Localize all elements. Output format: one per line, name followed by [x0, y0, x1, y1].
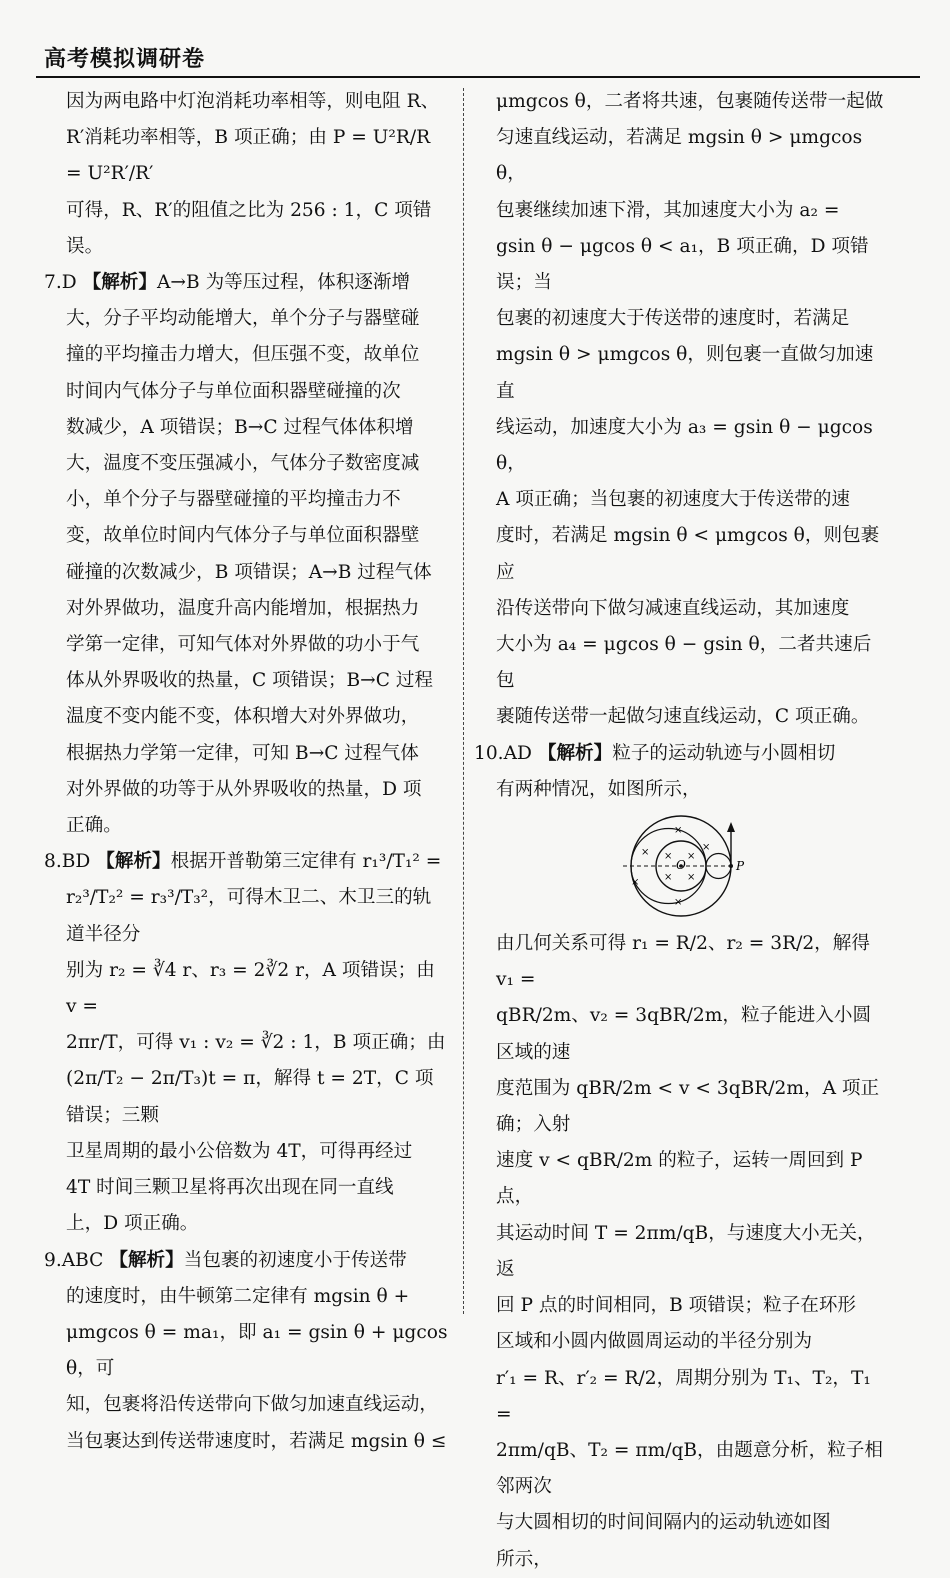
- text-line: qBR/2m、v₂ = 3qBR/2m，粒子能进入小圆区域的速: [496, 1005, 872, 1063]
- analysis-tag: 【解析】: [109, 1249, 184, 1271]
- text-line: 数减少，A 项错误；B→C 过程气体体积增: [66, 416, 414, 438]
- q9-continuation: [474, 84, 886, 736]
- text-line: 碰撞的次数减少，B 项错误；A→B 过程气体: [66, 561, 432, 583]
- text-line: 包裹继续加速下滑，其加速度大小为 a₂ =: [496, 199, 840, 221]
- text-line: 体从外界吸收的热量，C 项错误；B→C 过程: [66, 670, 434, 692]
- text-line: 变，故单位时间内气体分子与单位面积器壁: [66, 525, 420, 547]
- field-mark: ×: [674, 897, 683, 909]
- text-line: mgsin θ > μmgcos θ，则包裹一直做匀加速直: [496, 344, 874, 402]
- text-line: 的速度时，由牛顿第二定律有 mgsin θ +: [66, 1285, 410, 1307]
- text-line: 度时，若满足 mgsin θ < μmgcos θ，则包裹应: [496, 525, 880, 583]
- text-line: 当包裹的初速度小于传送带: [183, 1249, 407, 1271]
- text-line: 2πm/qB、T₂ = πm/qB，由题意分析，粒子相邻两次: [496, 1439, 883, 1498]
- text-line: 当包裹达到传送带速度时，若满足 mgsin θ ≤: [66, 1430, 447, 1452]
- text-line: 沿传送带向下做匀减速直线运动，其加速度: [496, 597, 850, 619]
- text-line: 可得，R、R′的阻值之比为 256 : 1，C 项错误。: [66, 199, 432, 257]
- answer-first-line: [44, 1243, 448, 1279]
- text-line: 回 P 点的时间相同，B 项错误；粒子在环形: [496, 1295, 857, 1317]
- text-line: 速度 v < qBR/2m 的粒子，运转一周回到 P 点，: [496, 1150, 863, 1208]
- text-line: 对外界做的功等于从外界吸收的热量，D 项: [66, 778, 422, 800]
- field-mark: ×: [631, 877, 640, 889]
- analysis-tag: 【解析】: [82, 272, 157, 294]
- text-line: gsin θ − μgcos θ < a₁，B 项正确，D 项错误；当: [496, 235, 869, 294]
- answer-first-line: [44, 844, 448, 880]
- text-line: 度范围为 qBR/2m < v < 3qBR/2m，A 项正确；入射: [496, 1077, 880, 1136]
- answer-key: BD: [61, 851, 91, 873]
- text-line: R′消耗功率相等，B 项正确；由 P = U²R/R = U²R′/R′: [66, 127, 431, 185]
- text-line: 所示，: [496, 1548, 552, 1570]
- field-mark: ×: [702, 842, 711, 854]
- field-mark: ×: [687, 851, 696, 863]
- answer-item-7: [44, 265, 448, 844]
- field-mark: ×: [674, 825, 683, 837]
- answer-key: AD: [503, 742, 532, 764]
- text-line: 小，单个分子与器壁碰撞的平均撞击力不: [66, 489, 401, 511]
- text-line: 4T 时间三颗卫星将再次出现在同一直线: [66, 1177, 394, 1199]
- text-line: 裹随传送带一起做匀速直线运动，C 项正确。: [496, 706, 870, 728]
- arrow-head-icon: [727, 822, 735, 832]
- text-line: 温度不变内能不变，体积增大对外界做功，: [66, 706, 420, 728]
- answer-first-line: [474, 736, 886, 772]
- text-line: 由几何关系可得 r₁ = R/2、r₂ = 3R/2，解得 v₁ =: [496, 933, 870, 991]
- text-line: 2πr/T，可得 v₁ : v₂ = ∛2 : 1，B 项正确；由: [66, 1032, 446, 1054]
- answer-item-9: [44, 1243, 448, 1460]
- answer-item-8: [44, 844, 448, 1242]
- text-line: 因为两电路中灯泡消耗功率相等，则电阻 R、: [66, 91, 440, 112]
- column-divider: [463, 88, 464, 1314]
- trajectory-diagram: [619, 814, 769, 918]
- text-line: 匀速直线运动，若满足 mgsin θ > μmgcos θ，: [496, 127, 863, 185]
- answer-item-10: [474, 736, 886, 1578]
- field-mark: ×: [664, 851, 673, 863]
- text-line: 与大圆相切的时间间隔内的运动轨迹如图: [496, 1512, 831, 1534]
- field-mark: ×: [664, 872, 673, 884]
- text-line: 正确。: [66, 815, 122, 837]
- text-line: 撞的平均撞击力增大，但压强不变，故单位: [66, 344, 420, 366]
- text-line: 大，温度不变压强减小，气体分子数密度减: [66, 453, 420, 475]
- text-line: r₂³/T₂² = r₃³/T₃²，可得木卫二、木卫三的轨道半径分: [66, 887, 432, 945]
- analysis-tag: 【解析】: [96, 851, 171, 873]
- item-number: 9.: [44, 1249, 62, 1271]
- text-line: 有两种情况，如图所示，: [496, 778, 701, 800]
- text-line: 包裹的初速度大于传送带的速度时，若满足: [496, 308, 850, 330]
- text-line: 根据热力学第一定律，可知 B→C 过程气体: [66, 742, 419, 764]
- text-line: 大小为 a₄ = μgcos θ − gsin θ，二者共速后包: [496, 634, 872, 692]
- text-line: 卫星周期的最小公倍数为 4T，可得再经过: [66, 1140, 413, 1162]
- text-line: 其运动时间 T = 2πm/qB，与速度大小无关，返: [496, 1222, 876, 1280]
- text-line: (2π/T₂ − 2π/T₃)t = π，解得 t = 2T，C 项错误；三颗: [66, 1068, 434, 1126]
- answer-key: ABC: [61, 1249, 104, 1271]
- page-header-title: 高考模拟调研卷: [44, 47, 206, 72]
- text-line: 时间内气体分子与单位面积器壁碰撞的次: [66, 380, 401, 402]
- text-line: μmgcos θ，二者将共速，包裹随传送带一起做: [496, 91, 884, 112]
- answer-first-line: [44, 265, 448, 301]
- q6-continuation: [44, 84, 448, 265]
- text-line: 根据开普勒第三定律有 r₁³/T₁² =: [170, 851, 442, 873]
- right-column: [474, 84, 886, 1578]
- point-label: P: [736, 859, 745, 874]
- item-number: 8.: [44, 851, 62, 873]
- text-line: 别为 r₂ = ∛4 r、r₃ = 2∛2 r，A 项错误；由 v =: [66, 959, 435, 1018]
- text-line: 上，D 项正确。: [66, 1213, 199, 1235]
- center-label: O: [676, 858, 686, 873]
- field-mark: ×: [641, 847, 650, 859]
- text-line: 对外界做功，温度升高内能增加，根据热力: [66, 597, 420, 619]
- text-line: 区域和小圆内做圆周运动的半径分别为: [496, 1331, 813, 1353]
- field-mark: ×: [687, 872, 696, 884]
- text-line: μmgcos θ = ma₁，即 a₁ = gsin θ + μgcos θ，可: [66, 1321, 448, 1380]
- answer-key: D: [61, 272, 77, 294]
- trajectory-figure: [619, 814, 769, 918]
- text-line: A→B 为等压过程，体积逐渐增: [156, 272, 411, 294]
- text-line: 粒子的运动轨迹与小圆相切: [612, 742, 836, 764]
- item-number: 10.: [474, 742, 504, 764]
- text-line: 线运动，加速度大小为 a₃ = gsin θ − μgcos θ，: [496, 416, 873, 475]
- text-line: 学第一定律，可知气体对外界做的功小于气: [66, 634, 420, 656]
- text-line: r′₁ = R、r′₂ = R/2，周期分别为 T₁、T₂，T₁ =: [496, 1367, 871, 1425]
- left-column: [44, 84, 448, 1460]
- analysis-tag: 【解析】: [537, 742, 613, 764]
- header-rule: [36, 76, 920, 78]
- point-p-dot: [729, 864, 733, 868]
- text-line: A 项正确；当包裹的初速度大于传送带的速: [496, 489, 851, 511]
- item-number: 7.: [44, 272, 62, 294]
- text-line: 大，分子平均动能增大，单个分子与器壁碰: [66, 308, 420, 330]
- text-line: 知，包裹将沿传送带向下做匀加速直线运动，: [66, 1394, 438, 1416]
